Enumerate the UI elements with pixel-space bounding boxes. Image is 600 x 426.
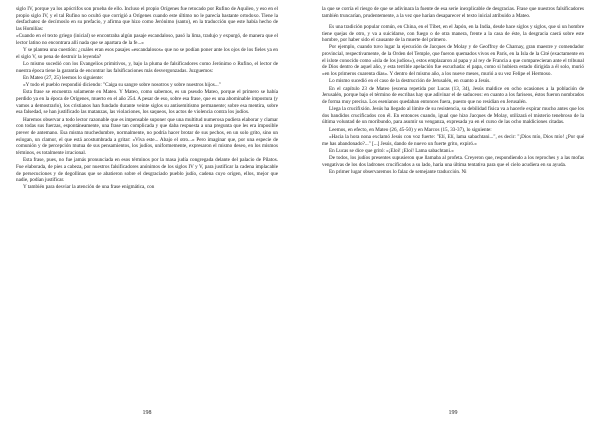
paragraph: En Lucas se dice que gritó: «¡Eloí! ¡Eloí! Lama sabachtani.»	[329, 147, 454, 154]
paragraph: Esta frase, pues, no fue jamás pronunciada en esos términos por la masa judía congregada delante del palacio de Pilatos. Fue elaborada, de pies a cabeza, por nuestros falsificadores anónimos de los siglos IV y V, para justificar la cadena implacable de persecuciones y de degollinas que se abatieron sobre el desgraciado pueblo judío, cadena cuyo origen, ellos, mejor que nadie, podían justificar.	[16, 157, 278, 184]
paragraph: Llega la crucifixión. Jesús ha llegado al límite de su resistencia, su debilidad física va a hacerle expirar mucho antes que los dos bandidos crucificados con él. En entonces cuando, igual que hizo Jacques de Molay, utilizará el misterio tenebroso de la última voluntad de un moribundo, para asumir su venganza, expresada ya en el curso de las ocho maldiciones citadas.	[322, 106, 584, 126]
left-page-text	[16, 6, 278, 191]
right-page-text	[322, 6, 584, 176]
paragraph: siglo IV, porque ya los apócrifos son prueba de ello. Incluso el propio Orígenes fue retocado por Rufino de Aquileo, y eso en el propio siglo IV, y el tal Rufino no ocultó que corrigió a Orígenes cuando este último no le parecía bastante ortodoxo. Tiene la desfachatez de decírnoslo en su prefacio, y afirma que hizo como Jerónimo (santo), en la traducción que este había hecho de las Homilías:	[16, 6, 278, 32]
paragraph: «Hacia la hora nona exclamó Jesús con voz fuerte: "Elí, Elí, lama sabachtani...", es decir: "¡Dios mío, Dios mío! ¿Por qué me has abandonado?..." [...] Jesús, dando de nuevo un fuerte grito, expiró.»	[322, 133, 584, 147]
paragraph: Por ejemplo, cuando tuvo lugar la ejecución de Jacques de Molay y de Geoffroy de Charnay, gran maestre y comendador provincial, respectivamente, de la Orden del Temple, que fueron quemados vivos en París, en la Isla de la Cité (exactamente en el islote conocido como «isla de los judíos»), estos emplazaron al papa y al rey de Francia a que comparecieran ante el tribunal de Dios dentro de aquel año, y esta terrible apelación fue escuchada: el papa, como si hubiera estado dirigida a él solo, murió «en los primeros cuarenta días». Y dentro del mismo año, a los nueve meses, murió a su vez Felipe el Hermoso.	[322, 44, 584, 78]
paragraph: «Y todo el pueblo respondió diciendo: "Caiga su sangre sobre nosotros y sobre nuestros hijos..."	[23, 82, 221, 89]
paragraph: En primer lugar observaremos lo falaz de semejante traducción. Ni	[329, 169, 467, 176]
left-page	[16, 6, 278, 420]
paragraph: Leemos, en efecto, en Mateo (26, 45-50) y en Marcos (15, 33-37), lo siguiente:	[329, 126, 492, 133]
paragraph: Lo mismo sucedió con los Evangelios primitivos, y, bajo la pluma de falsificadores como Jerónimo o Rufino, el lector de nuestra época tiene la garantía de encontrar las falsificaciones más desvergonzadas. Juzguemos:	[16, 61, 278, 74]
paragraph: Y se plantea una cuestión: ¿cuáles eran esos pasajes «escandalosos» que no se podían poner ante los ojos de los fieles ya en el siglo V, so pena de destruir la leyenda?	[16, 47, 278, 60]
page-number-right: 199	[448, 410, 458, 416]
paragraph: En el capítulo 23 de Mateo (escena repetida por Lucas (13, 34), Jesús maldice en ocho ocasiones a la población de Jerusalén, porque bajo el término de escribas hay que adivinar el de saduceos: en cuanto a los fariseos, éstos fueron nombrados de forma muy precisa. Los esenianos quedaban entonces fuera, puesto que no residían en Jerusalén.	[322, 85, 584, 105]
paragraph: Es una tradición popular común, en China, en el Tíbet, en el Japón, en la India, desde hace siglos y siglos, que si un hombre tiene quejas de otro, y va a suicidarse, con fuego o de otra manera, frente a la casa de éste, la desgracia caerá sobre este hombre, por haber sido el causante de la muerte del primero.	[322, 23, 584, 44]
page-number-left: 198	[142, 410, 152, 416]
paragraph: Esta frase se encuentra solamente en Mateo. Y Mateo, como sabemos, es un pseudo Mateo, porque el primero se había perdido ya en la época de Orígenes, muerto en el año 254. A pesar de eso, sobre esa frase, que es una abominable impostura (y vamos a demostrarlo), los cristianos han fundado durante veinte siglos su antisemitismo permanente; sobre esa mentira, sobre esa falsedad, se han justificado las matanzas, las violaciones, los saqueos, los actos de violencia contra los judíos.	[16, 89, 278, 116]
paragraph: En Mateo (27, 25) leemos lo siguiente:	[23, 74, 104, 81]
paragraph: la que se corría el riesgo de que se adivinara la fuente de esa serie inexplicable de desgracias. Frase que nuestros falsificadores también truncarían, prudentemente, a la vez que harían desaparecer el texto inicial atribuido a Mateo.	[322, 6, 584, 19]
paragraph: «Cuando en el texto griego (inicial) se encontraba algún pasaje escandaloso, pasó la lima, tradujo y expurgó, de manera que el lector latino no encontrara allí nada que se apartara de la fe...»	[16, 33, 278, 46]
paragraph: Y también para desviar la atención de una frase enigmática, con	[23, 184, 155, 191]
paragraph: Lo mismo sucedió en el caso de la destrucción de Jerusalén, en cuanto a Jesús.	[329, 78, 491, 85]
right-page	[322, 6, 584, 420]
paragraph: Haremos observar a todo lector razonable que es impensable suponer que una multitud numerosa pudiera elaborar y clamar con todas sus fuerzas, espontáneamente, una frase tan complicada y que daba respuesta a una pregunta que les era imposible prever de antemano. Esa misma muchedumbre, normalmente, no podría hacer brotar de sus pechos, en un solo grito, sino un eslogan, un clamor, el que está acostumbrada a gritar: «Viva este... Abajo el otro...» Pero imaginar que, por una especie de comunión y de percepción mutua de sus pensamientos, los judíos, uniformemente, expresaron el mismo deseo, en los mismos términos, es totalmente irracional.	[16, 116, 278, 156]
paragraph: De todos, los judíos presentes supusieron que llamaba al profeta. Creyeron que, respondiendo a los reproches y a las mofas vengativas de los dos ladrones crucificados a su lado, haría una última tentativa para que el cielo acudiera en su ayuda.	[322, 155, 584, 168]
